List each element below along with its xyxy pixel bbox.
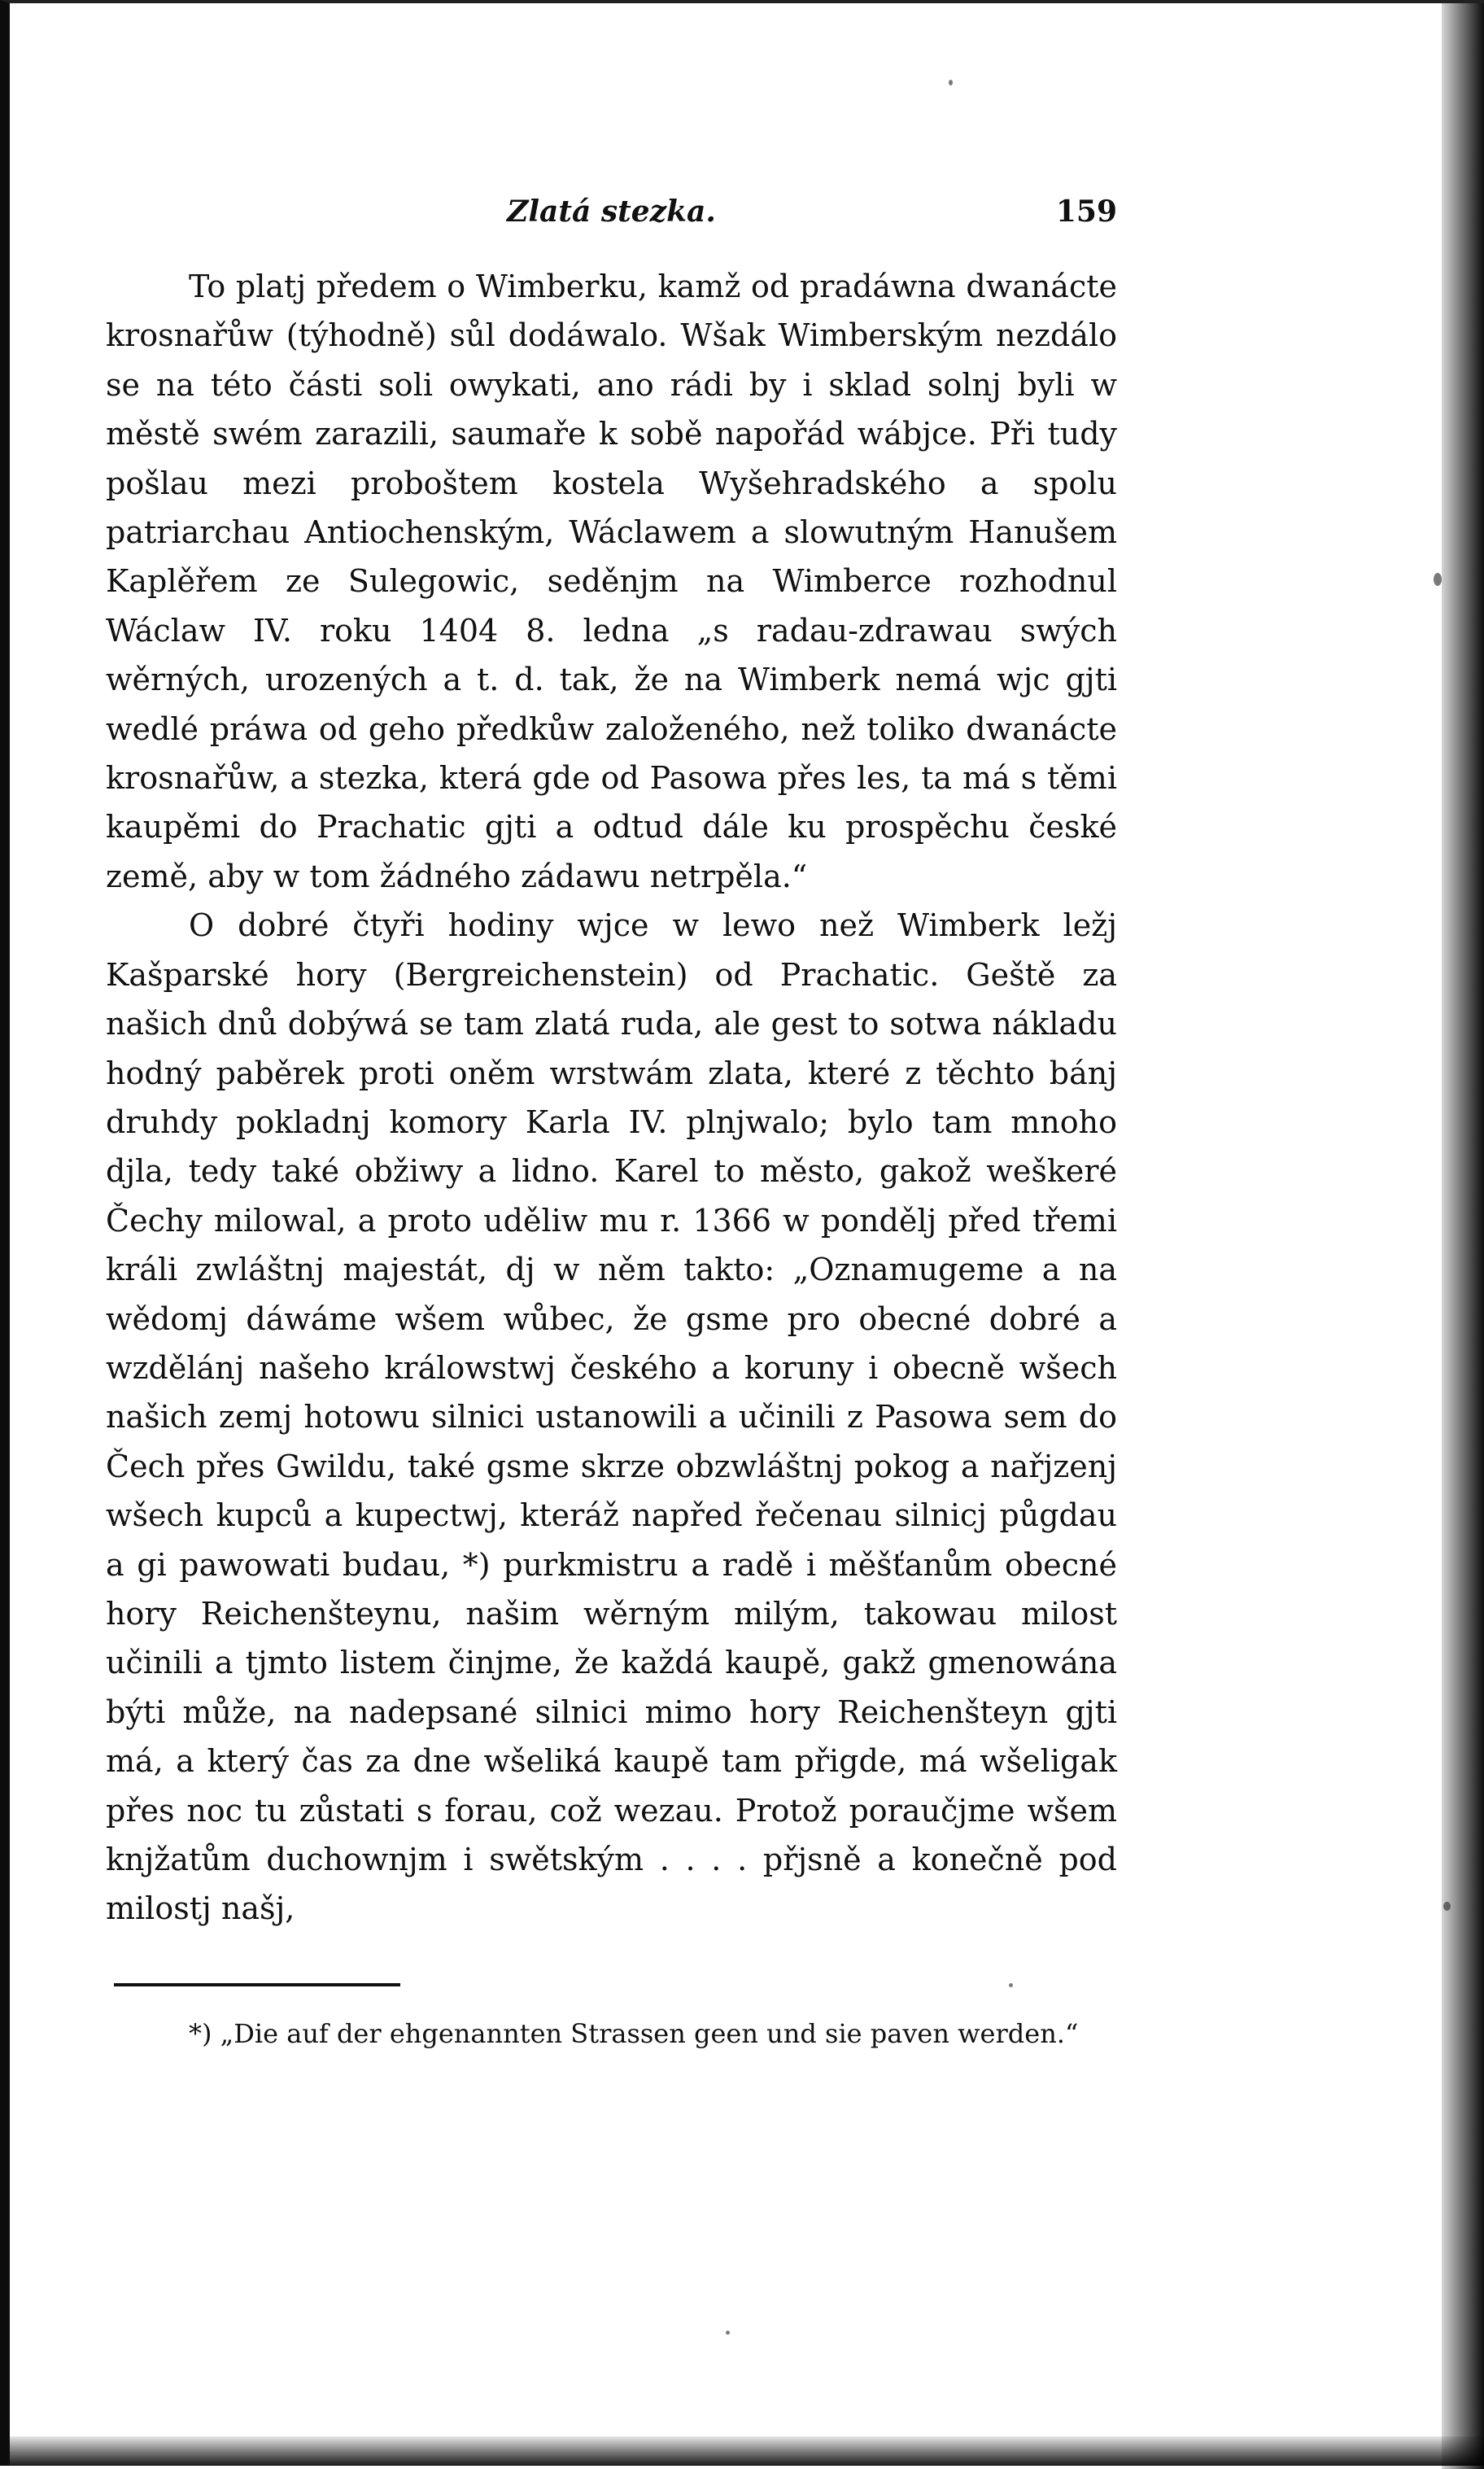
footnote: *) „Die auf der ehgenannten Strassen geen und sie paven werden.“ (189, 2018, 1079, 2049)
ink-speck (726, 2331, 730, 2335)
ink-speck (1009, 1983, 1013, 1987)
paragraph-2: O dobré čtyři hodiny wjce w lewo než Wimberk ležj Kašparské hory (Bergreichenstein) od Prachatic. Geště za našich dnů dobýwá se tam zlatá ruda, ale gest to sotwa nákladu hodný paběrek proti oněm wrstwám zlata, které z těchto bánj druhdy pokladnj komory Karla IV. plnjwalo; bylo tam mnoho djla, tedy také obžiwy a lidno. Karel to město, gakož weškeré Čechy milowal, a proto uděliw mu r. 1366 w pondělj před třemi králi zwláštnj majestát, dj w něm takto: „Oznamugeme a na wědomj dáwáme wšem wůbec, že gsme pro obecné dobré a wzdělánj našeho králowstwj českého a koruny i obecně wšech našich zemj hotowu silnici ustanowili a učinili z Pasowa sem do Čech přes Gwildu, také gsme skrze obzwláštnj pokog a nařjzenj wšech kupců a kupectwj, kteráž napřed řečenau silnicj půgdau a gi pawowati budau, *) purkmistru a radě i měšťanům obecné hory Reichenšteynu, našim wěrným milým, takowau milost učinili a tjmto listem činjme, že každá kaupě, gakž gmenowána býti může, na nadepsané silnici mimo hory Reichenšteyn gjti má, a který čas za dne wšeliká kaupě tam přigde, má wšeligak přes noc tu zůstati s forau, což wezau. Protož poraučjme wšem knjžatům duchownjm i swětským . . . . přjsně a konečně pod milostj našj, (106, 907, 1117, 1927)
ink-speck (1443, 1902, 1451, 1911)
page-edge-shadow-right (1442, 3, 1484, 2469)
ink-speck (949, 80, 953, 85)
page-edge-shadow-bottom (10, 2436, 1484, 2466)
paragraph-1: To platj předem o Wimberku, kamž od pradáwna dwanácte krosnařůw (týhodně) sůl dodáwalo. Wšak Wimberským nezdálo se na této části soli owykati, ano rádi by i sklad solnj byli w městě swém zarazili, saumaře k sobě napořád wábjce. Při tudy pošlau mezi proboštem kostela Wyšehradského a spolu patriarchau Antiochenským, Wáclawem a slowutným Hanušem Kaplěřem ze Sulegowic, seděnjm na Wimberce rozhodnul Wáclaw IV. roku 1404 8. ledna „s radau-zdrawau swých wěrných, urozených a t. d. tak, že na Wimberk nemá wjc gjti wedlé práwa od geho předkůw založeného, než toliko dwanácte krosnařůw, a stezka, která gde od Pasowa přes les, ta má s těmi kaupěmi do Prachatic gjti a odtud dále ku prospěchu české země, aby w tom žádného zádawu netrpěla.“ (106, 269, 1117, 894)
page-number: 159 (1055, 194, 1117, 229)
running-title: Zlatá stezka. (507, 194, 716, 229)
ink-speck (1434, 573, 1442, 586)
main-text (106, 262, 1117, 1934)
footnote-rule (114, 1983, 400, 1986)
running-head (106, 192, 1117, 241)
